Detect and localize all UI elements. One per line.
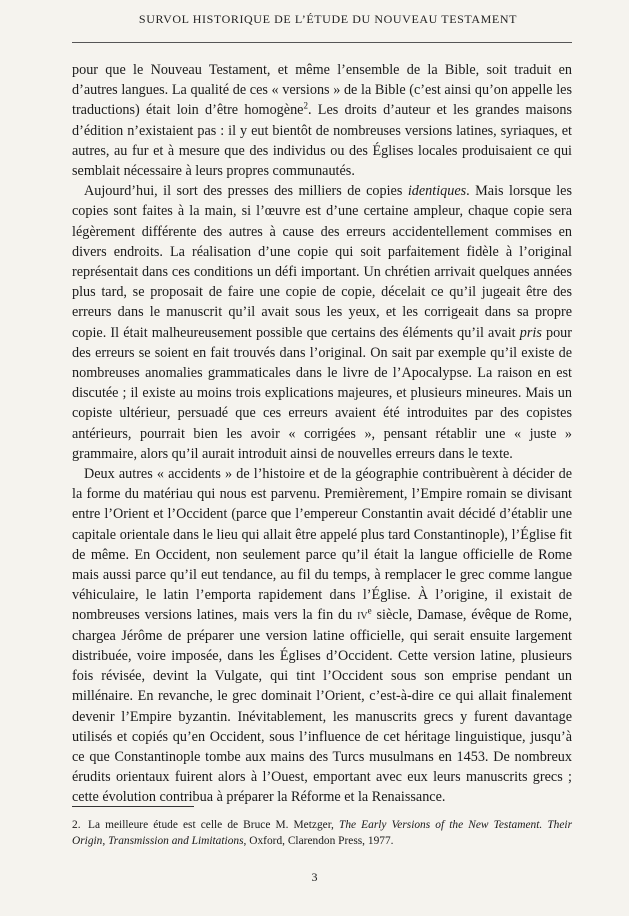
paragraph-2-text-c: pour des erreurs se soient en fait trouvés dans l’original. On sait par exemple qu’il existe de nombreuses anomalies grammaticales dans le livre de l’Apocalypse. La raison en est discutée ; il existe au moins trois explications majeures, et plusieurs mineures. Mais un copiste ultérieur, persuadé que ces erreurs avaient été introduites par des copistes antérieurs, pourrait bien les avoir « corrigées », pensant rétablir une « juste » grammaire, alors qu’il aurait introduit ainsi de nouvelles erreurs dans le texte. xyxy=(72,324,572,462)
century-numeral: iv xyxy=(357,607,368,624)
paragraph-3-text-a: Deux autres « accidents » de l’histoire et de la géographie contribuèrent à décider de la forme du matériau qui nous est parvenu. Premièrement, l’Empire romain se divisant entre l’Orient et l’Occident (parce que l’empereur Constantin avait décidé d’établir une capitale orientale dans le lieu qui allait être appelé plus tard Constantinople), l’Église fit de même. En Occident, non seulement parce qu’il était la langue officielle de Rome mais aussi parce qu’il eut tendance, au fil du temps, à remplacer le grec comme langue véhiculaire, le latin l’emporta rapidement dans l’Église. À l’origine, il existait de nombreuses versions latines, mais vers la fin du xyxy=(72,466,572,624)
paragraph-3-text-b: siècle, Damase, évêque de Rome, chargea Jérôme de préparer une version latine officielle, qui serait ensuite largement distribuée, voire imposée, dans les Églises d’Occident. Cette version latine, plusieurs fois révisée, devint la Vulgate, qui tint l’Occident sous son emprise pendant un millénaire. En revanche, le grec dominait l’Orient, c’est-à-dire ce qui allait finalement devenir l’Empire byzantin. Inévitablement, les manuscrits grecs y furent davantage utilisés et copiés qu’en Occident, sous l’influence de cet héritage linguistique, jusqu’à ce que Constantinople tombe aux mains des Turcs musulmans en 1453. De nombreux érudits orientaux fuirent alors à l’Ouest, emportant avec eux leurs manuscrits grecs ; cette évolution contribua à préparer la Réforme et la Renaissance. xyxy=(72,607,572,806)
running-head: SURVOL HISTORIQUE DE L’ÉTUDE DU NOUVEAU TESTAMENT xyxy=(138,12,518,26)
emphasis-pris: pris xyxy=(519,324,542,341)
century-superscript: e xyxy=(367,605,372,616)
header-rule xyxy=(72,42,572,43)
paragraph-2-text-b: . Mais lorsque les copies sont faites à la main, si l’œuvre est d’une certaine ampleur, chaque copie sera légèrement différente des autres à cause des erreurs accidentellement commises en divers endroits. La réalisation d’une copie qui soit parfaitement fidèle à l’original représentait dans ces conditions un défi important. Un chrétien arrivait quelques années plus tard, se proposait de faire une copie de copie, décelait ce qu’il jugeait être des erreurs dans le manuscrit qu’il avait sous les yeux, et les corrigeait dans sa propre copie. Il était malheureusement possible que certains des éléments qu’il avait xyxy=(72,183,572,341)
paragraph-1 xyxy=(72,60,572,181)
footnote-book-title: The Early Versions of the New Testament. Their Origin, Transmission and Limitations xyxy=(72,819,572,847)
paragraph-1-text-b: . Les droits d’auteur et les grandes maisons d’édition n’existaient pas : il y eut bientôt de nombreuses versions latines, syriaques, et autres, au fur et à mesure que des individus ou des Églises locales produisaient ce qui semblait nécessaire à leurs propres communautés. xyxy=(72,102,572,180)
footnote-2 xyxy=(72,817,572,849)
main-text xyxy=(72,60,572,808)
paragraph-2-text-a: Aujourd’hui, il sort des presses des milliers de copies xyxy=(84,183,408,200)
page-number: 3 xyxy=(311,870,318,884)
paragraph-3 xyxy=(72,464,572,807)
paragraph-1-text-a: pour que le Nouveau Testament, et même l’ensemble de la Bible, soit traduit en d’autres langues. La qualité de ces « versions » de la Bible (c’est ainsi qu’on appelle les traductions) était loin d’être homogène xyxy=(72,62,572,119)
paragraph-2 xyxy=(72,181,572,464)
footnote-reference[interactable]: 2 xyxy=(303,100,308,111)
footnote-text-b: , Oxford, Clarendon Press, 1977. xyxy=(243,835,394,847)
footnote-rule xyxy=(72,806,194,807)
emphasis-identiques: identiques xyxy=(407,183,467,200)
footnote-text-a: La meilleure étude est celle de Bruce M. Metzger, xyxy=(88,819,339,831)
footnote-number: 2. xyxy=(72,819,81,831)
